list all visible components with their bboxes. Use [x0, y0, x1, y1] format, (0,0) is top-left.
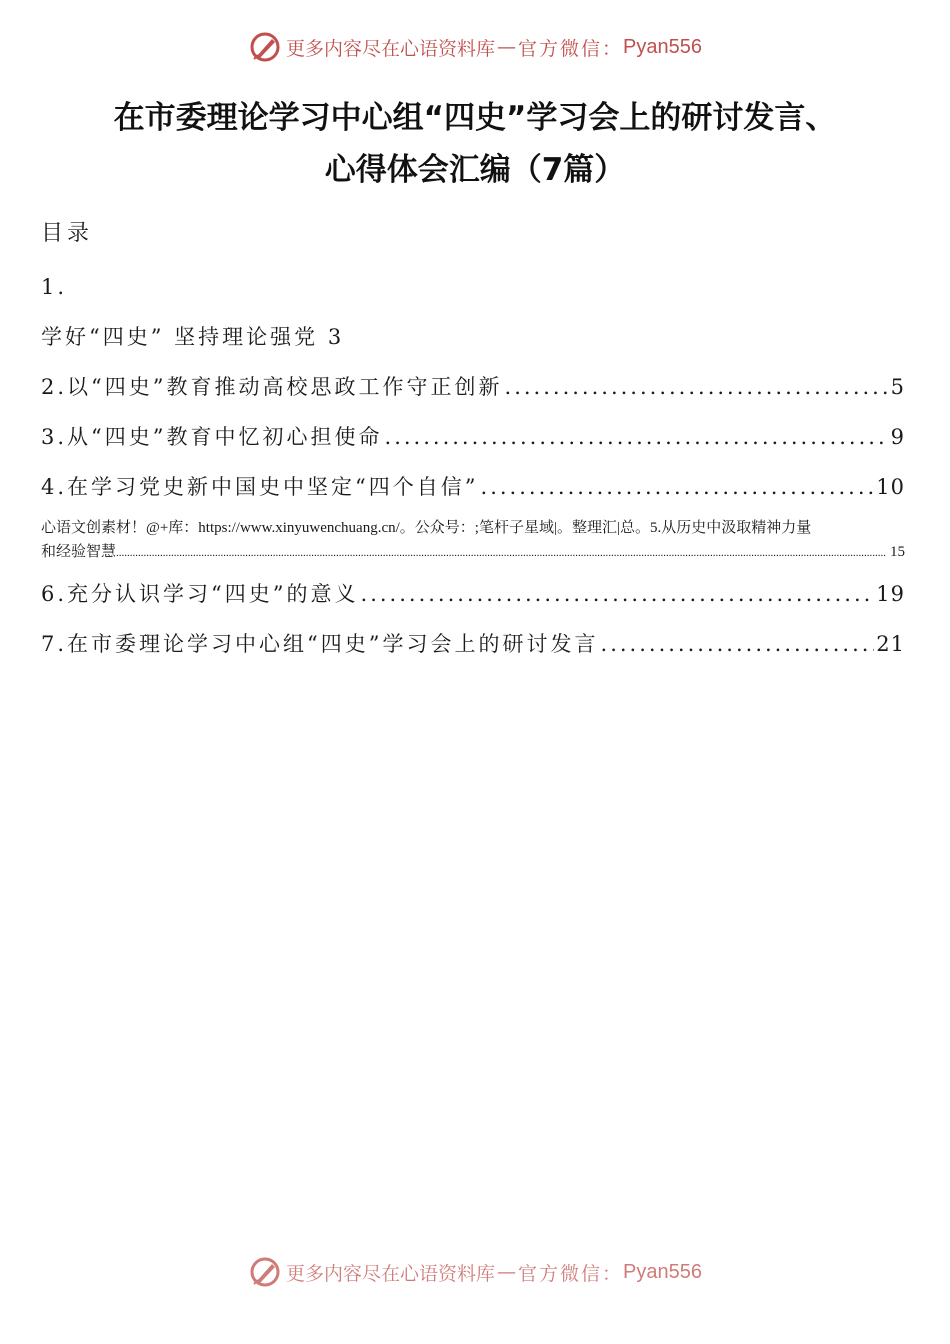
toc-entry-page: 19	[876, 582, 905, 606]
toc-leader-dots	[385, 414, 889, 460]
toc-leader-dots	[481, 464, 875, 510]
watermark-text: 更多内容尽在心语资料库	[286, 1262, 496, 1285]
toc-entry-1[interactable]	[41, 314, 905, 364]
watermark-wechat-id: Pyan556	[623, 35, 702, 58]
pen-logo-icon	[248, 1255, 282, 1289]
document-title	[40, 92, 910, 196]
toc-entry-page: 9	[890, 425, 905, 449]
toc-entry-5-line-1: 心语文创素材！@+库：https://www.xinyuwenchuang.cn/。公众号：;笔杆子星域|。整理汇|总。5.从历史中汲取精神力量	[41, 520, 812, 536]
header-watermark	[0, 30, 950, 64]
watermark-text: 更多内容尽在心语资料库	[286, 37, 496, 60]
toc-entry-label: 3.从“四史”教育中忆初心担使命	[41, 425, 383, 449]
watermark-separator: —	[497, 36, 517, 58]
toc-entry-label: 6.充分认识学习“四史”的意义	[41, 582, 359, 606]
toc-entry-page: 10	[876, 475, 905, 499]
toc-entry-label: 2.以“四史”教育推动高校思政工作守正创新	[41, 375, 503, 399]
toc-entry-5-line-2: 和经验智慧	[41, 544, 117, 560]
toc-leader-dots	[116, 541, 890, 565]
toc-entry-6[interactable]	[41, 571, 905, 621]
table-of-contents	[41, 214, 905, 671]
watermark-wechat-id: Pyan556	[623, 1260, 702, 1283]
toc-entry-number: 1.	[41, 275, 68, 299]
toc-entry-label: 7.在市委理论学习中心组“四史”学习会上的研讨发言	[41, 632, 599, 656]
toc-entry-7[interactable]	[41, 621, 905, 671]
toc-leader-dots	[601, 621, 875, 667]
toc-entry-label: 4.在学习党史新中国史中坚定“四个自信”	[41, 475, 479, 499]
toc-entry-5[interactable]	[41, 516, 905, 565]
title-line-2: 心得体会汇编（7篇）	[324, 152, 626, 188]
toc-entry-label: 学好“四史” 坚持理论强党 3	[41, 325, 345, 349]
toc-entry-page: 5	[890, 375, 905, 399]
watermark-wechat-label: 官方微信：	[518, 37, 624, 60]
footer-watermark	[0, 1255, 950, 1289]
watermark-separator: —	[497, 1261, 517, 1283]
toc-entry-3[interactable]	[41, 414, 905, 464]
toc-heading: 目录	[41, 221, 94, 246]
toc-entry-1-number[interactable]	[41, 264, 905, 314]
pen-logo-icon	[248, 30, 282, 64]
toc-leader-dots	[361, 571, 875, 617]
title-line-1: 在市委理论学习中心组“四史”学习会上的研讨发言、	[113, 100, 837, 136]
toc-entry-page: 15	[890, 544, 905, 560]
toc-leader-dots	[505, 364, 889, 410]
toc-entry-page: 21	[876, 632, 905, 656]
toc-entry-2[interactable]	[41, 364, 905, 414]
watermark-wechat-label: 官方微信：	[518, 1262, 624, 1285]
toc-entry-4[interactable]	[41, 464, 905, 514]
